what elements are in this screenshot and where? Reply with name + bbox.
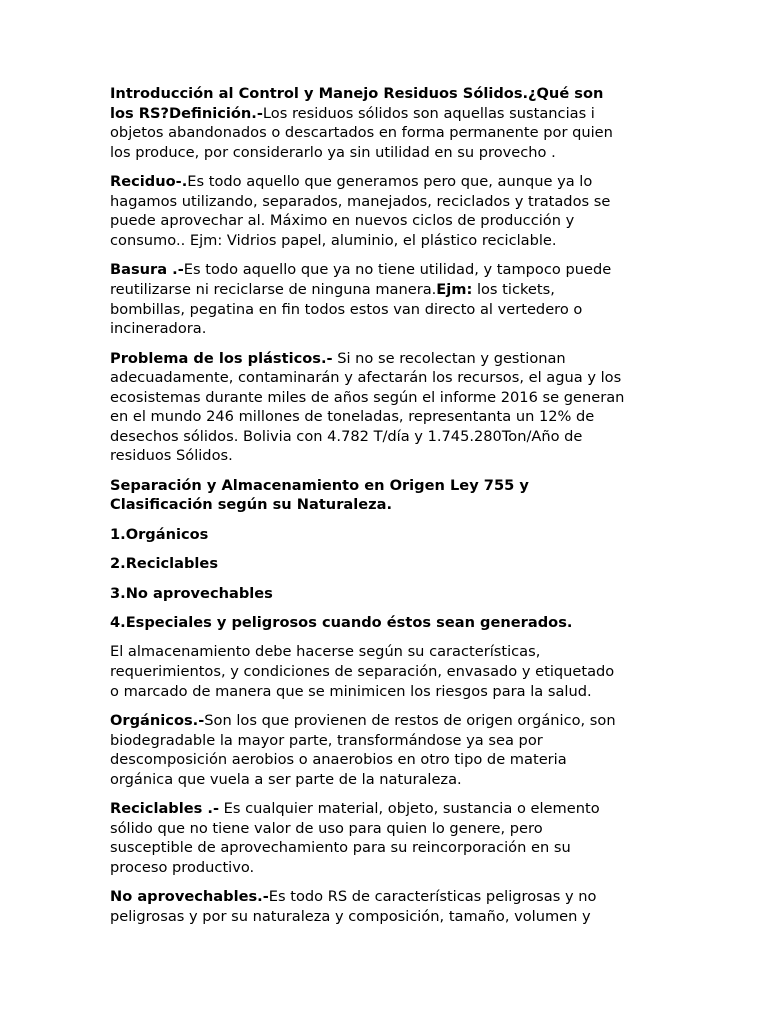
definition-organicos: Son los que provienen de restos de origen orgánico, son biodegradable la mayor parte, transformándose ya sea por descomposición aerobios o anaerobios en otro tipo de materia orgánica que vuela a ser parte de la naturaleza. — [110, 712, 616, 788]
paragraph-almacenamiento: El almacenamiento debe hacerse según su características, requerimientos, y condiciones de separación, envasado y etiquetado o marcado de manera que se minimicen los riesgos para la salud. — [110, 643, 615, 700]
term-reciclables: Reciclables .- — [110, 800, 220, 818]
list-item-reciclables: 2.Reciclables — [110, 555, 219, 573]
list-item-especiales-peligrosos: 4.Especiales y peligrosos cuando éstos sean generados. — [110, 614, 573, 632]
definition-reciduo: Es todo aquello que generamos pero que, aunque ya lo hagamos utilizando, separados, manejados, reciclados y tratados se puede aprovechar al. Máximo en nuevos ciclos de producción y consumo.. Ejm: Vidrios papel, aluminio, el plástico reciclable. — [110, 173, 611, 249]
paragraph-problema-plasticos — [110, 349, 662, 467]
list-item-no-aprovechables: 3.No aprovechables — [110, 584, 273, 602]
term-introduccion-definicion: Introducción al Control y Manejo Residuos Sólidos.¿Qué son los RS?Definición.- — [110, 85, 604, 122]
definition-basura-ejemplo: los tickets, bombillas, pegatina en fin todos estos van directo al vertedero o incineradora. — [110, 280, 583, 338]
paragraph-introduccion — [110, 84, 662, 162]
document-page — [110, 84, 662, 936]
definition-problema-plasticos: Si no se recolectan y gestionan adecuadamente, contaminarán y afectarán los recursos, el agua y los ecosistemas durante miles de años según el informe 2016 se generan en el mundo 246 millones de toneladas, representanta un 12% de desechos sólidos. Bolivia con 4.782 T/día y 1.745.280Ton/Año de residuos Sólidos. — [110, 349, 625, 465]
term-problema-plasticos: Problema de los plásticos.- — [110, 349, 333, 367]
term-no-aprovechables: No aprovechables.- — [110, 888, 269, 906]
paragraph-organicos — [110, 711, 662, 789]
paragraph-reciduo — [110, 172, 662, 250]
term-reciduo: Reciduo-. — [110, 173, 188, 191]
term-basura: Basura .- — [110, 261, 184, 279]
section-heading-separacion: Separación y Almacenamiento en Origen Ley 755 y Clasificación según su Naturaleza. — [110, 476, 529, 514]
definition-reciclables: Es cualquier material, objeto, sustancia o elemento sólido que no tiene valor de uso para quien lo genere, pero susceptible de aprovechamiento para su reincorporación en su proceso productivo. — [110, 800, 600, 876]
list-item-organicos: 1.Orgánicos — [110, 525, 209, 543]
definition-no-aprovechables: Es todo RS de características peligrosas y no peligrosas y por su naturaleza y composición, tamaño, volumen y — [110, 888, 597, 925]
term-organicos: Orgánicos.- — [110, 712, 205, 729]
definition-basura: Es todo aquello que ya no tiene utilidad, y tampoco puede reutilizarse ni reciclarse de ninguna manera. — [110, 261, 612, 298]
paragraph-reciclables — [110, 799, 662, 877]
paragraph-basura — [110, 260, 662, 338]
paragraph-no-aprovechables — [110, 887, 662, 926]
term-ejemplo: Ejm: — [436, 280, 473, 298]
definition-residuos-solidos: Los residuos sólidos son aquellas sustancias i objetos abandonados o descartados en forma permanente por quien los produce, por considerarlo ya sin utilidad en su provecho . — [110, 104, 613, 161]
